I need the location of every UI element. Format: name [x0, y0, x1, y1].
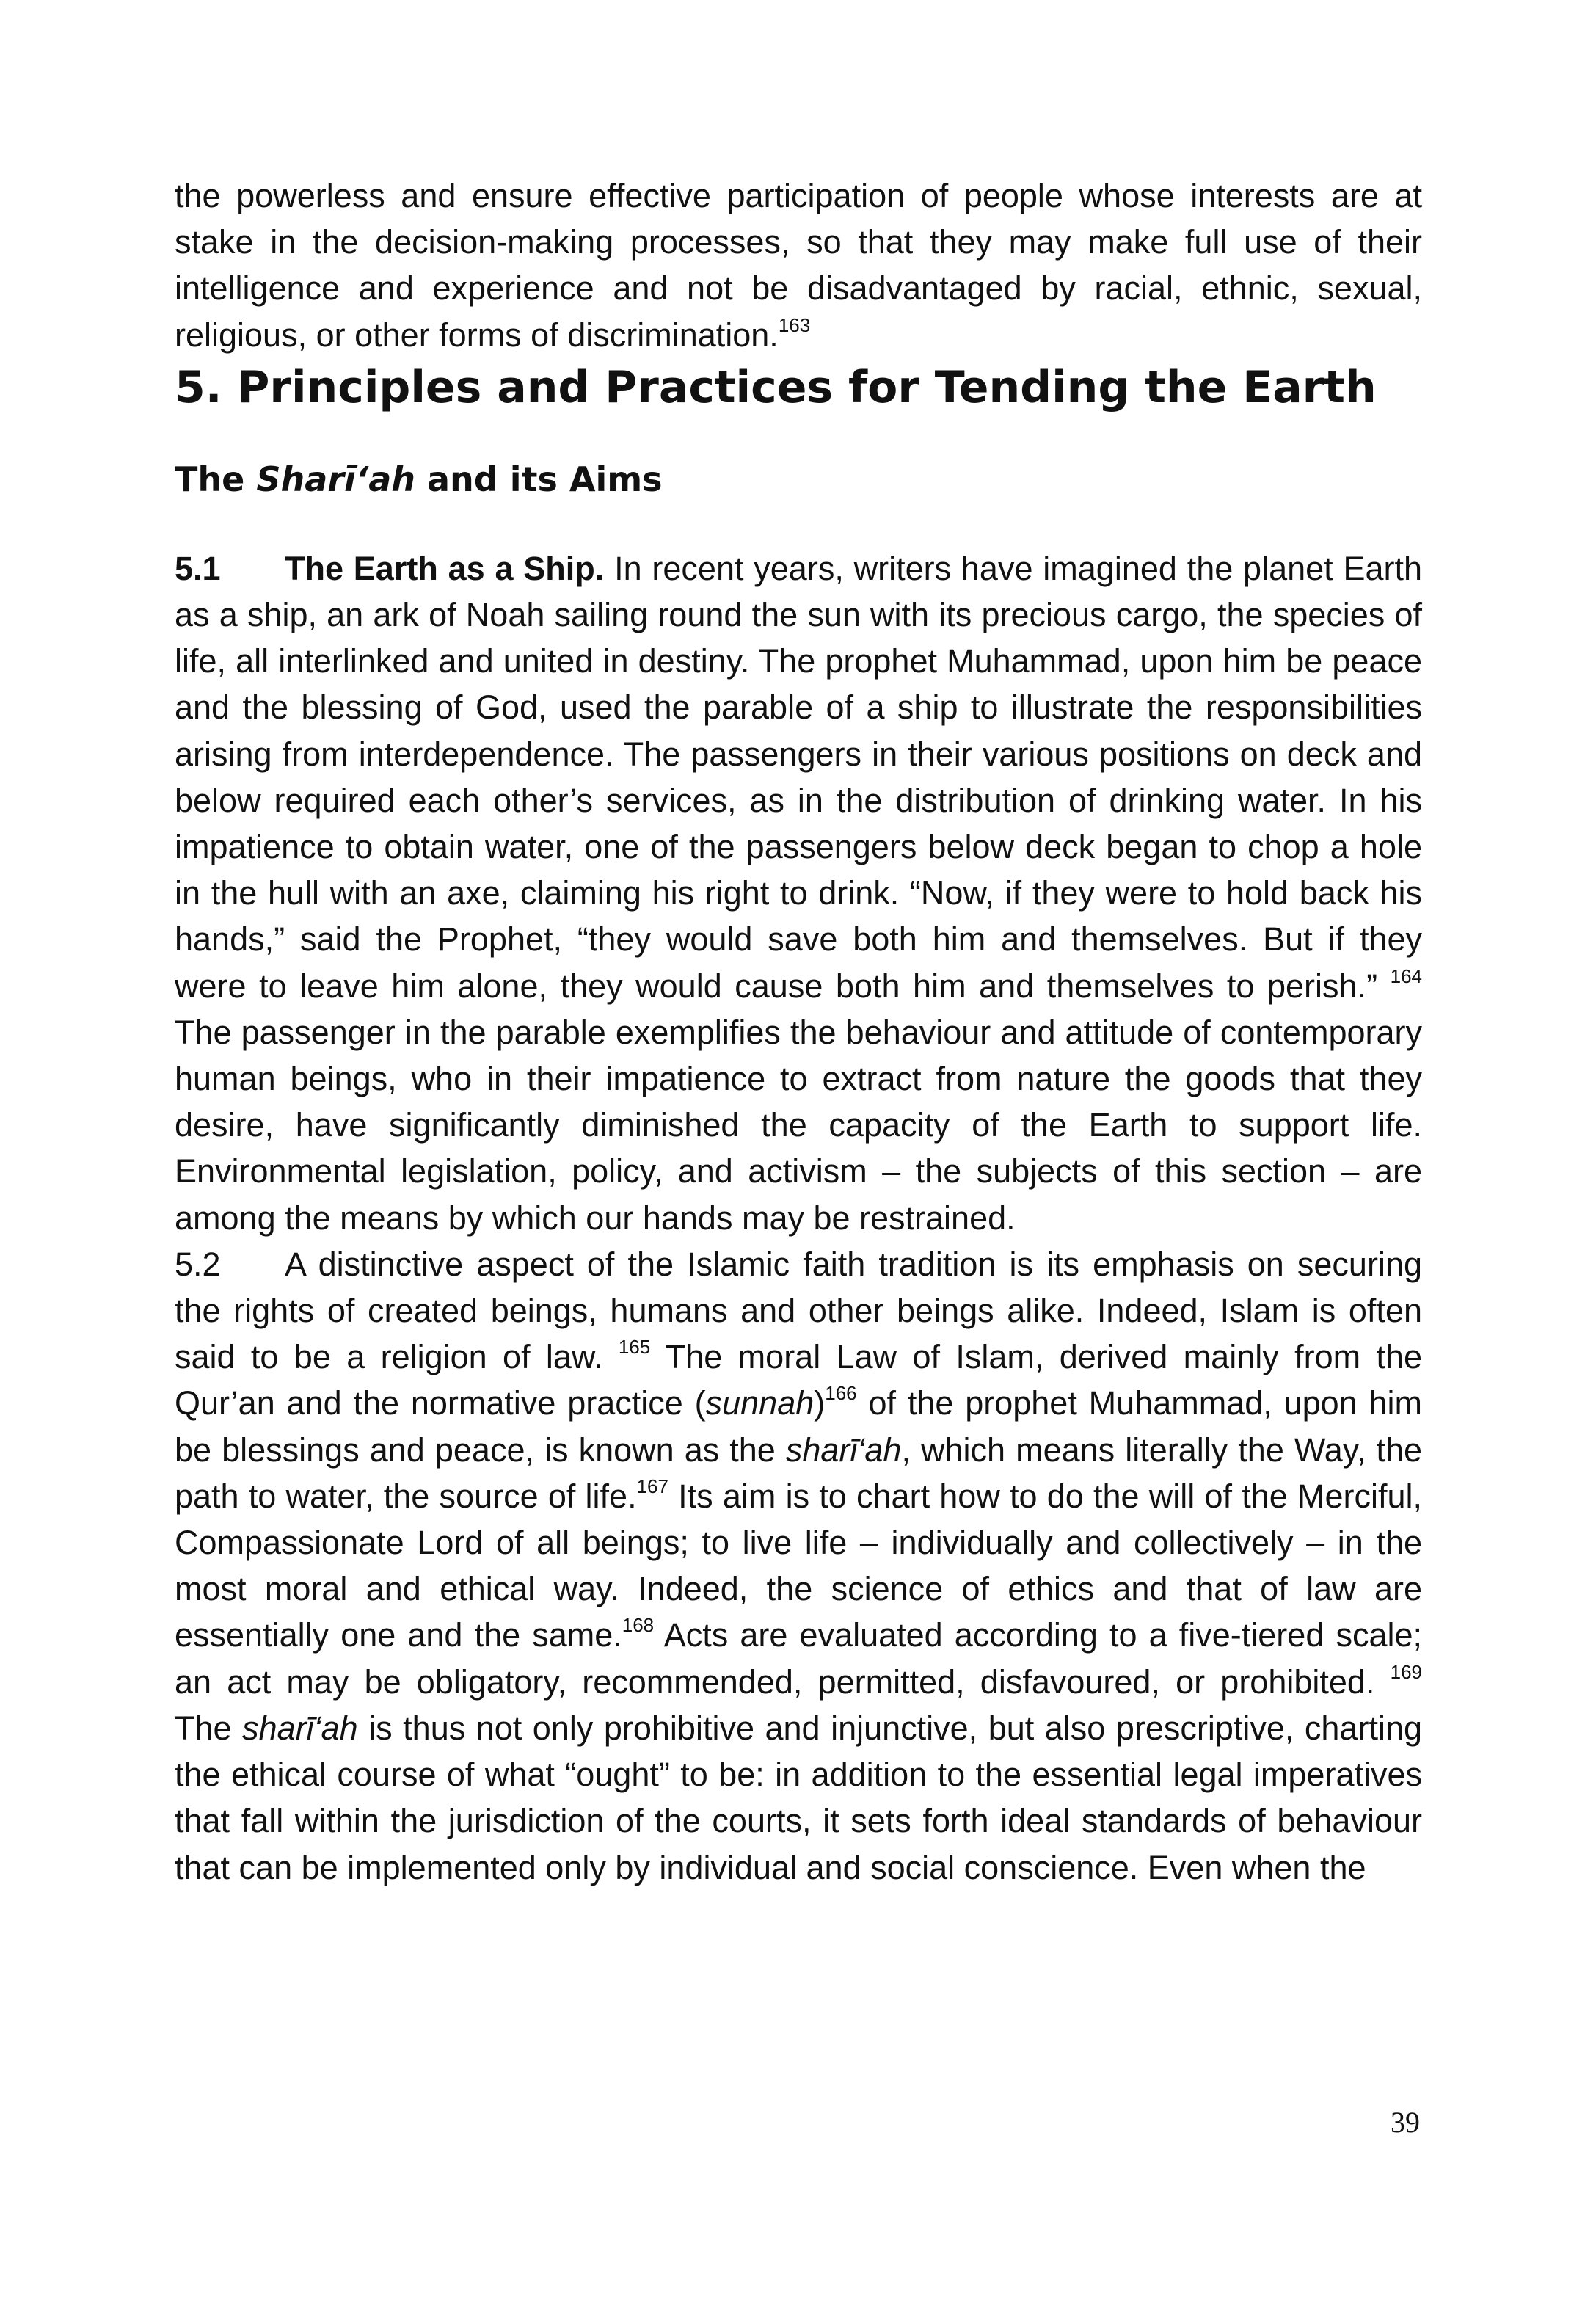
- paragraph-text: The: [175, 1709, 243, 1747]
- intro-text: the powerless and ensure effective participation of people whose interests are at stake in the decision-making processes, so that they may make full use of their intelligence and experience and not be disadvantaged by racial, ethnic, sexual, religious, or other forms of discrimination.: [175, 177, 1422, 354]
- paragraph-title: The Earth as a Ship.: [285, 549, 605, 587]
- paragraph-text: In recent years, writers have imagined the planet Earth as a ship, an ark of Noah sailing round the sun with its precious cargo, the species of life, all interlinked and united in destiny. The prophet Muhammad, upon him be peace and the blessing of God, used the parable of a ship to illustrate the responsibilities arising from interdependence. The passengers in their various positions on deck and below required each other’s services, as in the distribution of drinking water. In his impatience to obtain water, one of the passengers below deck began to chop a hole in the hull with an axe, claiming his right to drink. “Now, if they were to hold back his hands,” said the Prophet, “they would save both him and themselves. But if they were to leave him alone, they would cause both him and themselves to perish.”: [175, 549, 1422, 1005]
- footnote-ref[interactable]: 163: [778, 313, 811, 336]
- italic-term: sunnah: [705, 1384, 815, 1422]
- paragraph-number: 5.2: [175, 1245, 221, 1283]
- footnote-ref[interactable]: 169: [1390, 1660, 1422, 1683]
- footnote-ref[interactable]: 166: [825, 1382, 857, 1405]
- footnote-ref[interactable]: 168: [622, 1614, 655, 1637]
- paragraph-text: ): [814, 1384, 826, 1422]
- paragraph-text: The moral Law of Islam, derived mainly from the Qur’an and the normative practice (: [175, 1338, 1422, 1422]
- italic-term: sharī‘ah: [785, 1431, 902, 1469]
- subheading-post: and its Aims: [415, 459, 663, 499]
- italic-term: sharī‘ah: [242, 1709, 358, 1747]
- page-number: 39: [1391, 2106, 1420, 2139]
- paragraph-text: , which means literally the Way, the path to water, the source of life.: [175, 1431, 1422, 1515]
- paragraph-number: 5.1: [175, 549, 221, 587]
- subheading-italic: Sharī‘ah: [256, 459, 415, 499]
- footnote-ref[interactable]: 165: [618, 1336, 651, 1359]
- page-content: [175, 172, 1422, 1891]
- paragraph-5-1: [175, 545, 1422, 1241]
- section-heading: 5. Principles and Practices for Tending the Earth: [175, 361, 1377, 413]
- paragraph-text: The passenger in the parable exemplifies the behaviour and attitude of contemporary human beings, who in their impatience to extract from nature the goods that they desire, have significantly diminished the capacity of the Earth to support life. Environmental legislation, policy, and activism – the subjects of this section – are among the means by which our hands may be restrained.: [175, 1013, 1422, 1237]
- paragraph-text: of the prophet Muhammad, upon him be blessings and peace, is known as the: [175, 1384, 1423, 1469]
- subheading-pre: The: [175, 459, 257, 499]
- paragraph-text: Its aim is to chart how to do the will of the Merciful, Compassionate Lord of all beings; to live life – individually and collectively – in the most moral and ethical way. Indeed, the science of ethics and that of law are essentially one and the same.: [175, 1477, 1422, 1654]
- paragraph-text: A distinctive aspect of the Islamic faith tradition is its emphasis on securing the rights of created beings, humans and other beings alike. Indeed, Islam is often said to be a religion of law.: [175, 1245, 1422, 1376]
- paragraph-5-2: [175, 1241, 1422, 1891]
- subsection-heading: [175, 457, 1422, 501]
- paragraph-text: is thus not only prohibitive and injunctive, but also prescriptive, charting the ethical course of what “ought” to be: in addition to the essential legal imperatives that fall within the jurisdiction of the courts, it sets forth ideal standards of behaviour that can be implemented only by individual and social conscience. Even when the: [175, 1709, 1422, 1886]
- footnote-ref[interactable]: 164: [1390, 964, 1422, 987]
- intro-paragraph: [175, 172, 1422, 358]
- paragraph-text: Acts are evaluated according to a five-tiered scale; an act may be obligatory, recommended, permitted, disfavoured, or prohibited.: [175, 1616, 1422, 1701]
- footnote-ref[interactable]: 167: [636, 1475, 668, 1497]
